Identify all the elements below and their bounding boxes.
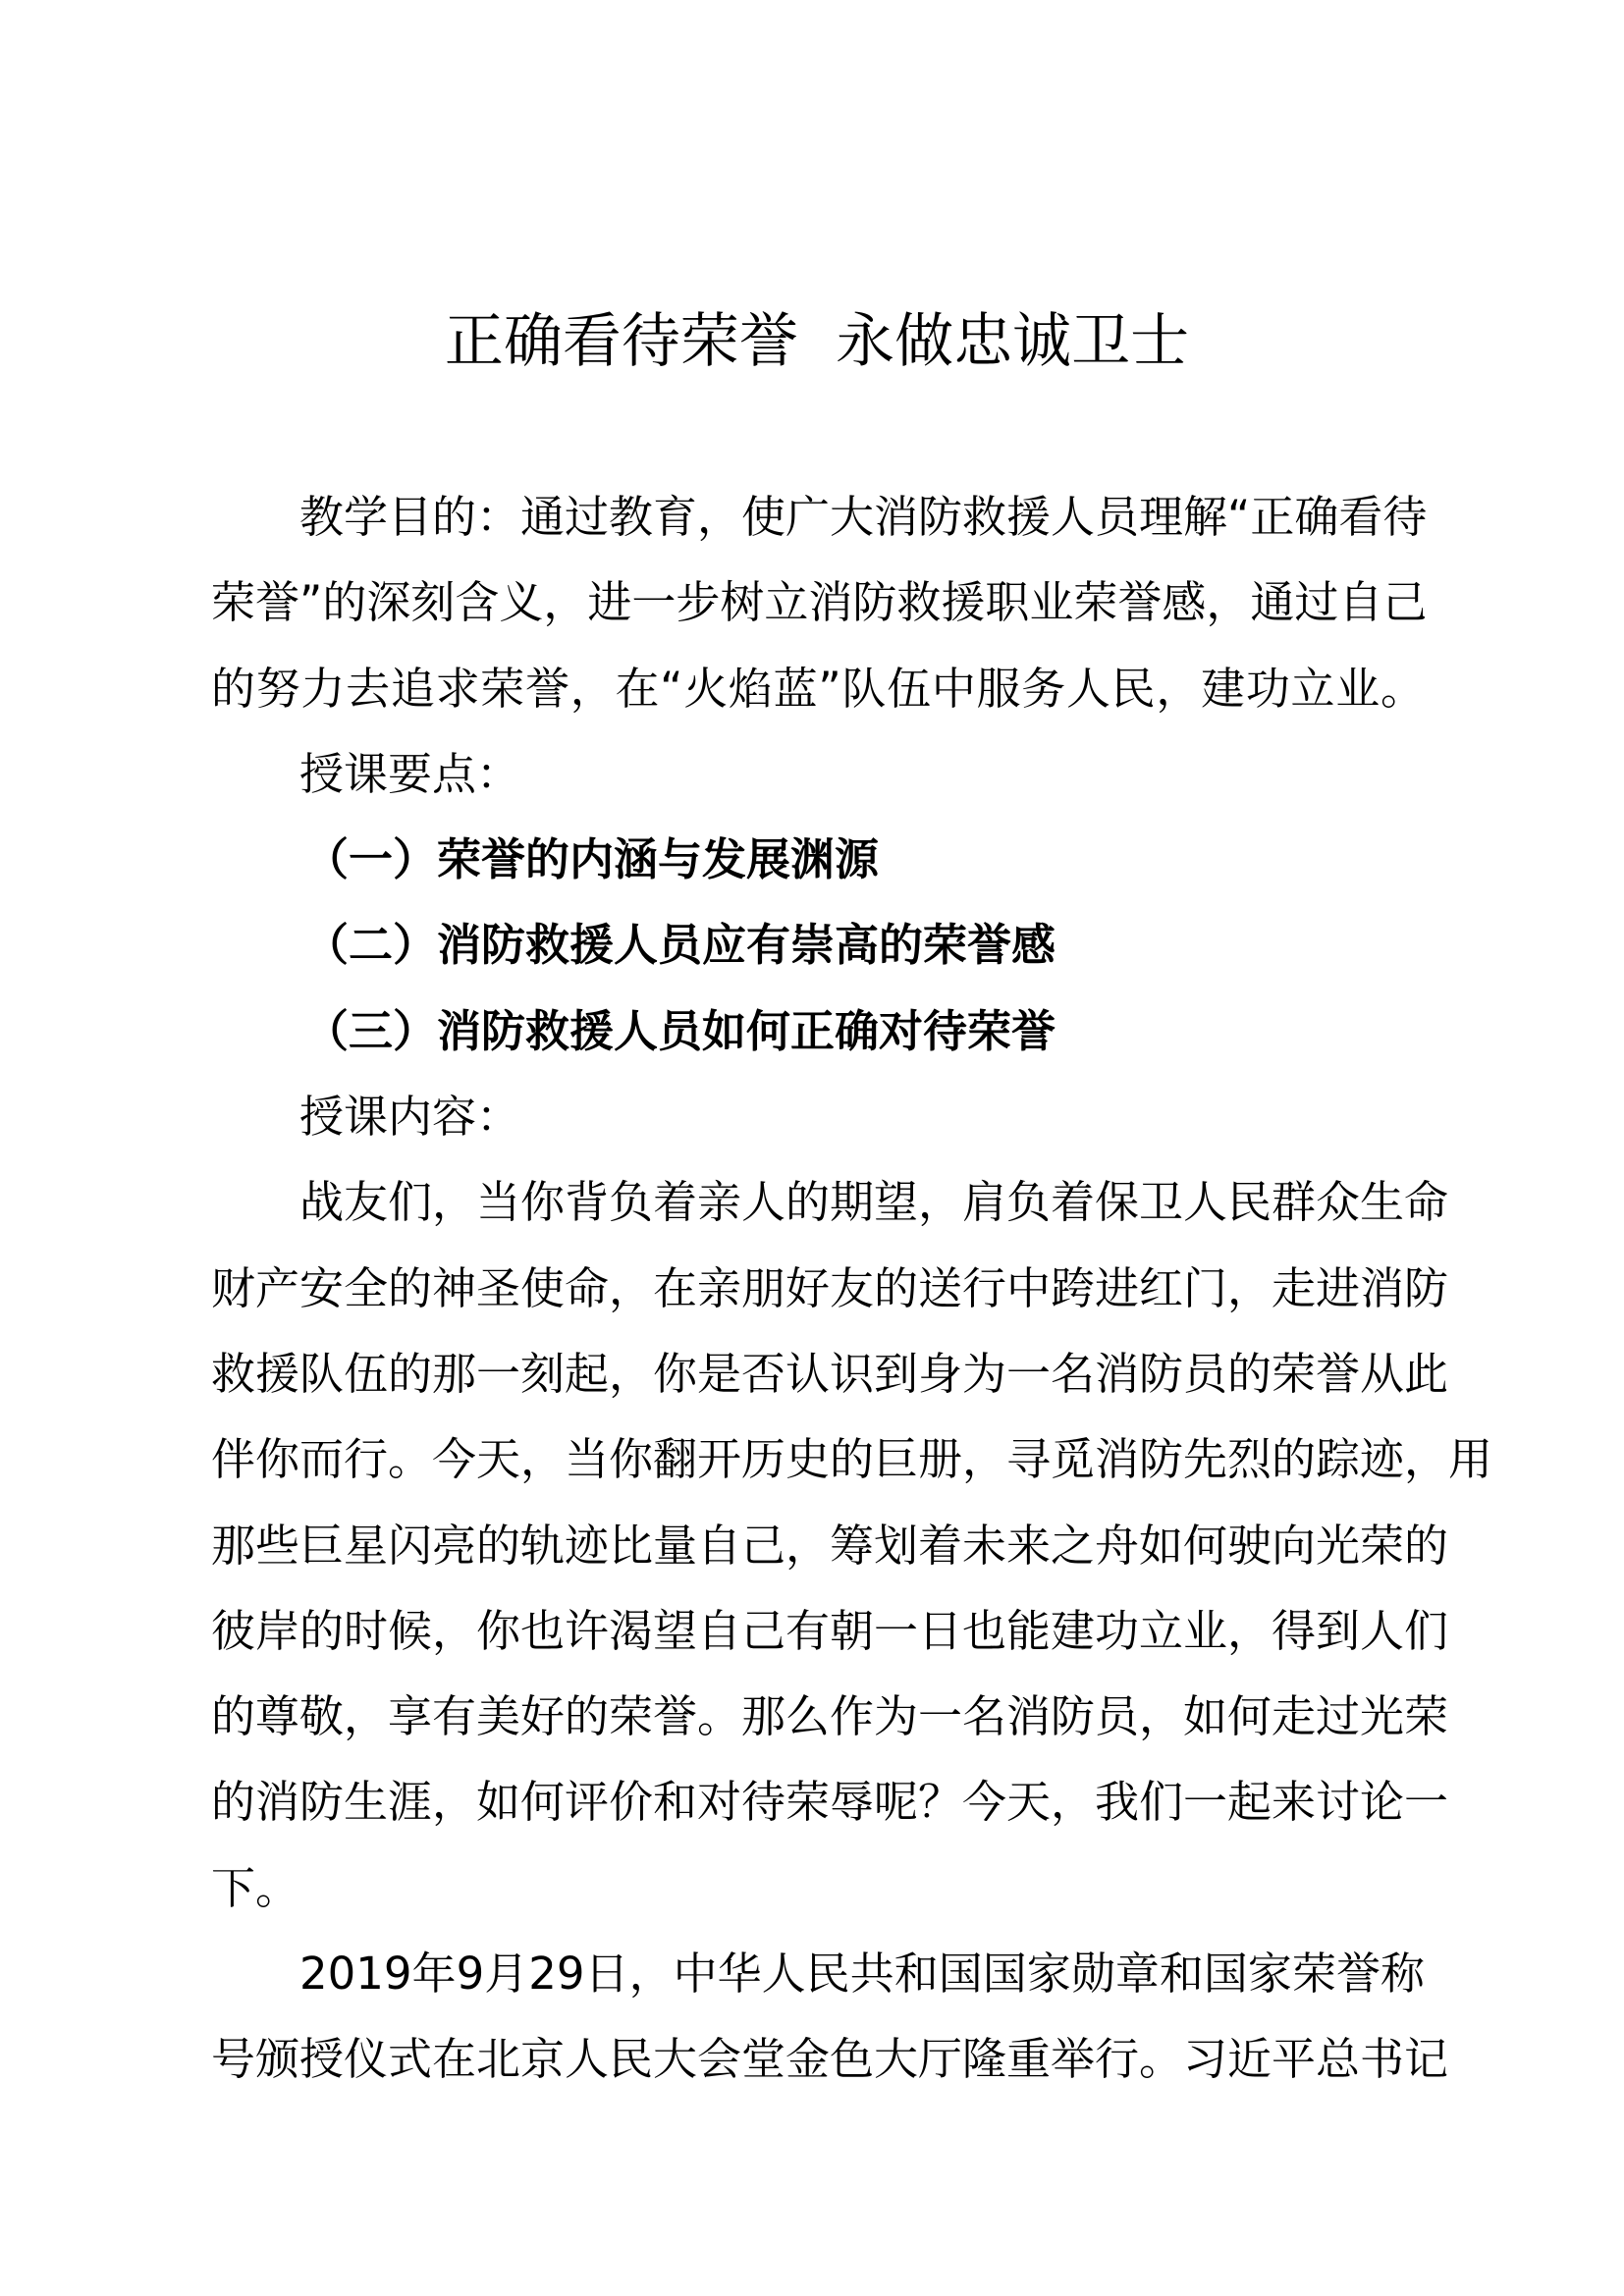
- paragraph-line: 的尊敬，享有美好的荣誉。那么作为一名消防员，如何走过光荣: [211, 1690, 1449, 1743]
- paragraph-line: 的消防生涯，如何评价和对待荣辱呢？今天，我们一起来讨论一: [211, 1776, 1449, 1829]
- document-title: 正确看待荣誉 永做忠诚卫士: [444, 307, 1190, 376]
- document-body: [211, 474, 1493, 2103]
- paragraph-line: 荣誉”的深刻含义，进一步树立消防救援职业荣誉感，通过自己: [211, 576, 1428, 629]
- paragraph-line: 教学目的：通过教育，使广大消防救援人员理解“正确看待: [299, 491, 1428, 543]
- paragraph-line: 财产安全的神圣使命，在亲朋好友的送行中跨进红门，走进消防: [211, 1261, 1449, 1314]
- paragraph-line: 伴你而行。今天，当你翻开历史的巨册，寻觅消防先烈的踪迹，用: [211, 1433, 1493, 1486]
- paragraph-line: 2019年9月29日，中华人民共和国国家勋章和国家荣誉称: [299, 1948, 1425, 2001]
- paragraph-line: 号颁授仪式在北京人民大会堂金色大厅隆重举行。习近平总书记: [211, 2033, 1449, 2086]
- paragraph-line: 彼岸的时候，你也许渴望自己有朝一日也能建功立业，得到人们: [211, 1604, 1449, 1657]
- paragraph-line: 救援队伍的那一刻起，你是否认识到身为一名消防员的荣誉从此: [211, 1347, 1449, 1400]
- section-label: 授课要点：: [299, 747, 521, 800]
- paragraph-line: 那些巨星闪亮的轨迹比量自己，筹划着未来之舟如何驶向光荣的: [211, 1519, 1449, 1572]
- key-point-heading: （一）荣誉的内涵与发展渊源: [304, 833, 880, 886]
- paragraph-line: 下。: [211, 1861, 300, 1914]
- key-point-heading: （二）消防救援人员应有崇高的荣誉感: [304, 919, 1056, 972]
- key-point-heading: （三）消防救援人员如何正确对待荣誉: [304, 1004, 1056, 1057]
- paragraph-line: 战友们，当你背负着亲人的期望，肩负着保卫人民群众生命: [299, 1176, 1449, 1229]
- section-label: 授课内容：: [299, 1091, 521, 1144]
- paragraph-line: 的努力去追求荣誉，在“火焰蓝”队伍中服务人民，建功立业。: [211, 662, 1425, 715]
